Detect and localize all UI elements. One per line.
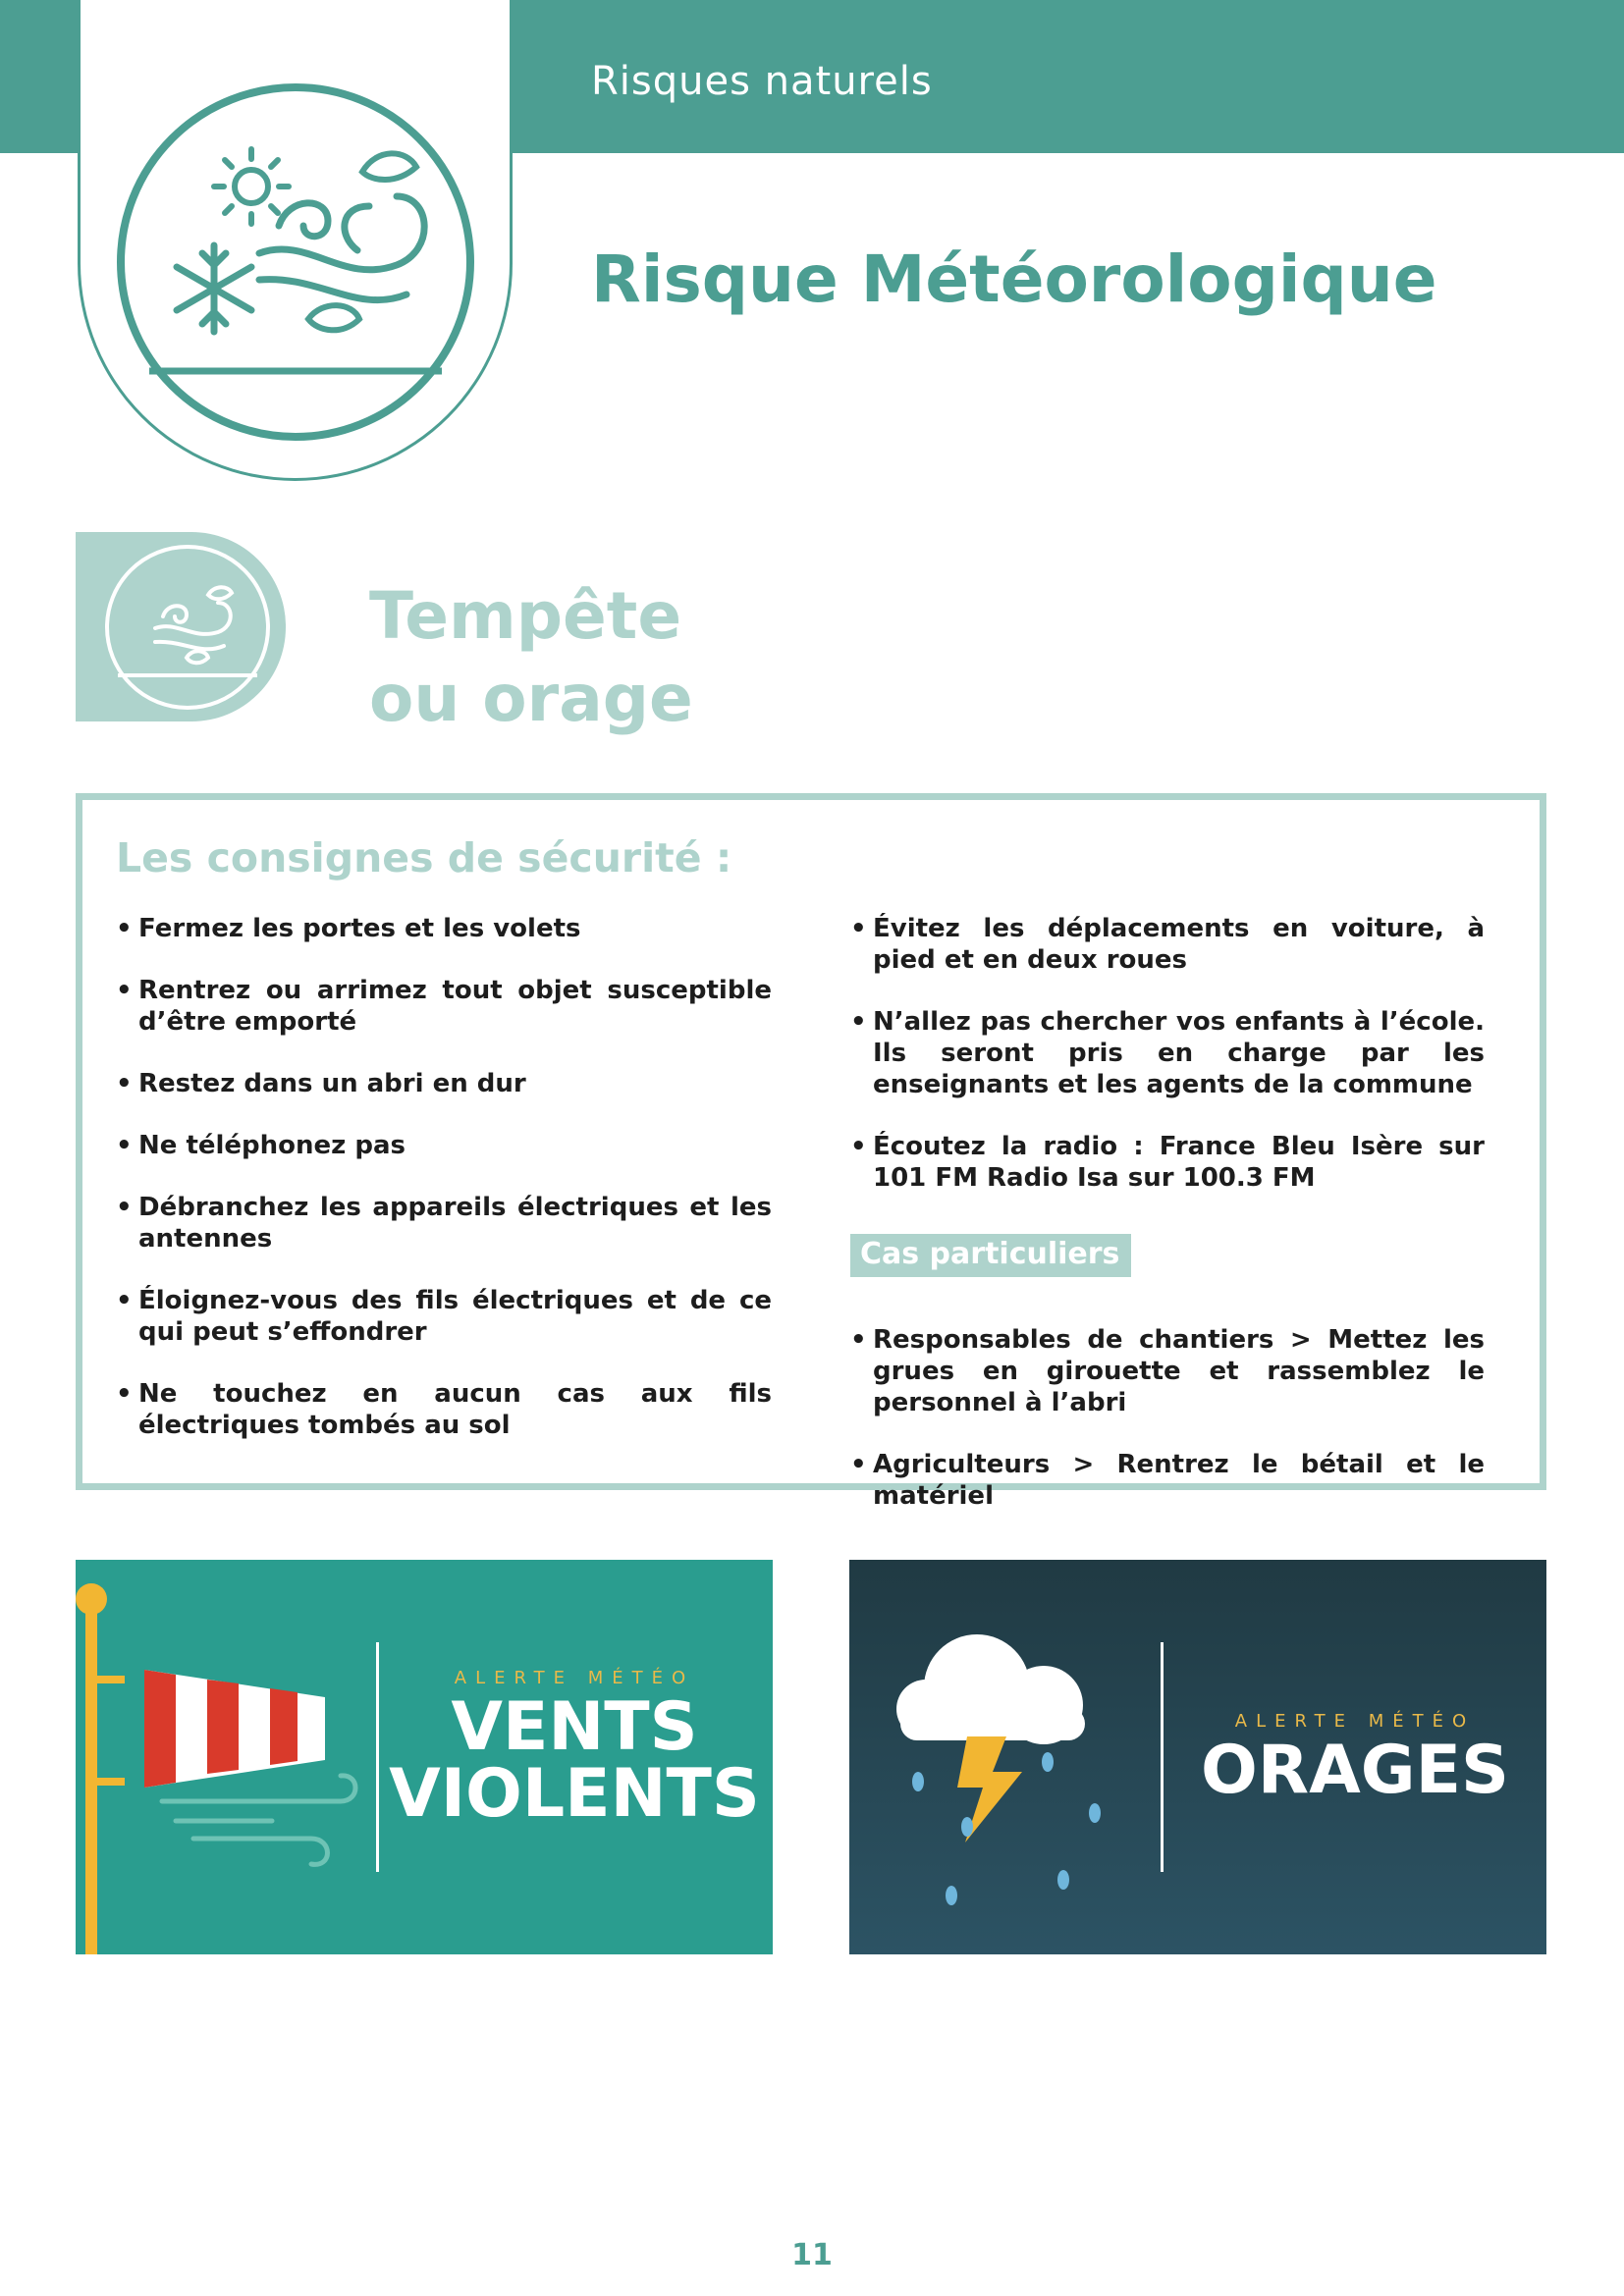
list-item: • Restez dans un abri en dur [116, 1068, 772, 1099]
weather-circle-icon [112, 79, 479, 446]
list-item: • Éloignez-vous des fils électriques et de ce qui peut s’effondrer [116, 1285, 772, 1348]
wind-alert-banner [76, 1560, 773, 1954]
list-item: • Ne téléphonez pas [116, 1130, 772, 1161]
wind-alert-line1: VENTS [451, 1688, 698, 1766]
list-item: • N’allez pas chercher vos enfants à l’école. Ils seront pris en charge par les enseignants et les agents de la commune [850, 1006, 1485, 1100]
special-cases-label: Cas particuliers [850, 1234, 1131, 1277]
page-title: Risque Météorologique [591, 241, 1437, 317]
list-item: • Écoutez la radio : France Bleu Isère sur 101 FM Radio Isa sur 100.3 FM [850, 1131, 1485, 1194]
storm-alert-kicker: ALERTE MÉTÉO [1234, 1711, 1476, 1732]
storm-alert-line1: ORAGES [1200, 1732, 1510, 1809]
wind-alert-line2: VIOLENTS [389, 1755, 760, 1833]
safety-list-right [850, 913, 1485, 1542]
list-item: • Évitez les déplacements en voiture, à pied et en deux roues [850, 913, 1485, 976]
subsection-title-line2: ou orage [369, 661, 693, 736]
list-item: • Responsables de chantiers > Mettez les grues en girouette et rassemblez le personnel à l’abri [850, 1324, 1485, 1418]
section-label: Risques naturels [591, 59, 933, 104]
thunderstorm-icon [849, 1560, 1144, 1954]
list-item: • Ne touchez en aucun cas aux fils électriques tombés au sol [116, 1378, 772, 1441]
windsock-icon [76, 1560, 370, 1954]
storm-alert-banner [849, 1560, 1546, 1954]
list-item: • Fermez les portes et les volets [116, 913, 772, 944]
safety-title: Les consignes de sécurité : [116, 834, 732, 881]
storm-alert-text [1164, 1711, 1546, 1809]
page-number: 11 [791, 2238, 833, 2272]
wind-leaf-icon [98, 538, 277, 717]
list-item: • Rentrez ou arrimez tout objet susceptible d’être emporté [116, 975, 772, 1038]
safety-list-left [116, 913, 772, 1471]
wind-alert-kicker: ALERTE MÉTÉO [454, 1668, 695, 1688]
list-item: • Débranchez les appareils électriques et les antennes [116, 1192, 772, 1255]
list-item: • Agriculteurs > Rentrez le bétail et le matériel [850, 1449, 1485, 1512]
subsection-title [369, 575, 693, 740]
wind-alert-text [376, 1668, 773, 1833]
subsection-title-line1: Tempête [369, 578, 682, 654]
